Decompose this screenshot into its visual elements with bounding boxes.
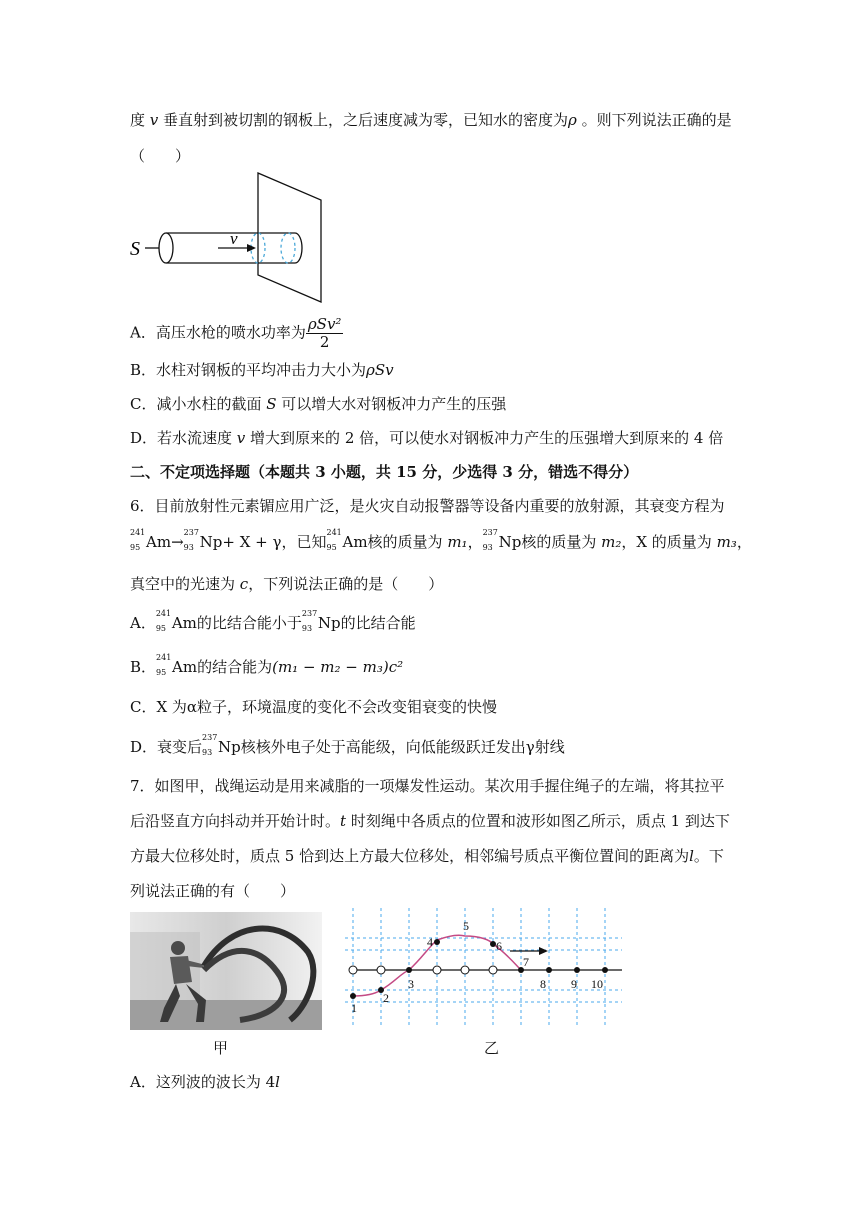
americium-nuclide [326,528,368,552]
mass-number: 241 [155,609,172,618]
element-symbol: Am [146,533,172,551]
atomic-number: 95 [156,668,167,677]
option-text: 的比结合能小于 [196,614,302,632]
answer-bracket: （ ） [130,147,191,165]
stem-text: 后沿竖直方向抖动并开始计时。 [130,812,341,830]
atomic-number: 95 [326,543,337,552]
mass-symbol: m₃ [716,533,737,551]
battle-rope-photo [130,912,322,1030]
mass-number: 241 [156,653,172,662]
stem-text: 核的质量为 [367,533,448,551]
mass-symbol: m₂ [601,533,622,551]
option-text: B．水柱对钢板的平均冲击力大小为 [130,361,367,379]
v-label: v [230,229,238,248]
option-text: B． [130,658,157,676]
length-symbol: l [275,1073,280,1091]
q5-option-d [130,428,723,448]
q6-option-b [130,653,404,677]
reaction-arrow: → [171,533,184,551]
section-heading: 二、不定项选择题（本题共 3 小题，共 15 分，少选得 3 分，错选不得分） [130,463,639,481]
element-symbol: Np [317,614,341,632]
neptunium-nuclide [183,528,223,552]
pipe-end-right [295,233,302,263]
option-text: C．减小水柱的截面 [130,395,267,413]
element-symbol: Np [199,533,223,551]
point-label: 5 [463,919,469,933]
water-jet-figure [125,168,335,308]
option-text: A．这列波的波长为 4 [130,1073,276,1091]
q5-option-c [130,394,506,414]
element-symbol: Am [171,614,197,632]
q7-stem-line-2 [130,811,730,831]
neptunium-nuclide [202,733,241,757]
element-symbol: Am [172,658,198,676]
intro-line-1 [130,110,732,130]
steel-plate [258,173,321,302]
q6-option-d [130,733,565,757]
area-symbol: S [266,395,277,413]
option-text: 核核外电子处于高能级，向低能级跃迁发出γ射线 [240,738,565,756]
stem-text: 核的质量为 [521,533,602,551]
fraction-denominator: 2 [319,333,330,351]
q7-stem-line-4: 列说法正确的有（ ） [130,882,296,900]
americium-nuclide [155,609,197,633]
mass-number: 237 [301,609,318,618]
atomic-number: 95 [155,624,167,633]
stem-text: ， [467,533,483,551]
atomic-number: 95 [130,543,141,552]
q7-stem-line-3 [130,846,724,866]
americium-nuclide [156,653,198,677]
stem-text: 真空中的光速为 [130,575,240,593]
density-symbol: ρ [568,111,577,129]
element-symbol: Np [218,738,241,756]
figure-caption-jia: 甲 [213,1039,229,1057]
point-label: 9 [571,977,577,991]
point-label: 7 [523,955,529,969]
cut-section [281,233,295,263]
atomic-number: 93 [301,624,313,633]
binding-energy-formula: (m₁ − m₂ − m₃)c² [272,658,404,676]
wave-diagram [340,908,625,1033]
atomic-number: 93 [202,748,213,757]
q6-stem-line-1: 6．目前放射性元素镅应用广泛，是火灾自动报警器等设备内重要的放射源，其衰变方程为 [130,497,725,515]
formula: ρSv [366,361,394,379]
neptunium-nuclide [301,609,341,633]
stem-text: ， [736,533,752,551]
option-text: D．若水流速度 [130,429,237,447]
point-label: 8 [540,977,546,991]
option-text: 增大到原来的 2 倍，可以使水对钢板冲力产生的压强增大到原来的 4 倍 [245,429,724,447]
point-label: 4 [427,935,433,949]
intro-text: 。则下列说法正确的是 [576,111,732,129]
s-label: S [130,238,140,260]
point-label: 10 [591,977,603,991]
option-text: 可以增大水对钢板冲力产生的压强 [276,395,507,413]
point-label: 3 [408,977,414,991]
q6-stem-line-3 [130,574,443,594]
element-symbol: Np [498,533,522,551]
stem-text: 。下 [693,847,724,865]
fraction-numerator: ρSv² [307,315,342,333]
atomic-number: 93 [183,543,194,552]
time-symbol: t [340,812,347,830]
pipe-end-left [159,233,173,263]
length-symbol: l [689,847,694,865]
mass-number: 237 [202,733,218,742]
q5-option-b [130,360,394,380]
q7-option-a [130,1072,280,1092]
q6-stem-line-2 [130,528,752,552]
stem-text: ，下列说法正确的是（ ） [248,575,444,593]
stem-text: ，X 的质量为 [621,533,717,551]
point-label: 2 [383,991,389,1005]
point-label: 6 [496,939,502,953]
mass-symbol: m₁ [447,533,468,551]
option-text: D．衰变后 [130,738,203,756]
stem-text: 时刻绳中各质点的位置和波形如图乙所示，质点 1 到达下 [346,812,730,830]
option-text: 的比结合能 [340,614,416,632]
figure-caption-yi: 乙 [484,1039,500,1057]
intro-line-2 [130,146,190,166]
q6-option-a [130,609,416,633]
intro-text: 垂直射到被切割的钢板上，之后速度减为零，已知水的密度为 [158,111,569,129]
mass-number: 241 [130,528,146,537]
point-label: 1 [351,1001,357,1015]
atomic-number: 93 [482,543,493,552]
mass-number: 237 [482,528,498,537]
mass-number: 237 [183,528,199,537]
stem-text: ，已知 [281,533,327,551]
power-fraction [306,316,344,351]
velocity-symbol: v [236,429,246,447]
q5-option-a [130,316,343,351]
stem-text: 方最大位移处时，质点 5 恰到达上方最大位移处，相邻编号质点平衡位置间的距离为 [130,847,690,865]
q7-stem-line-1: 7．如图甲，战绳运动是用来减脂的一项爆发性运动。某次用手握住绳子的左端，将其拉平 [130,777,725,795]
neptunium-nuclide [482,528,522,552]
option-text: 的结合能为 [197,658,273,676]
americium-nuclide [130,528,172,552]
light-speed-symbol: c [239,575,249,593]
option-text: A．高压水枪的喷水功率为 [130,323,306,342]
element-symbol: Am [342,533,368,551]
reaction-products: + X + γ [222,533,282,551]
option-text: A． [130,614,156,632]
q6-option-c: C．X 为α粒子，环境温度的变化不会改变钼衰变的快慢 [130,698,498,716]
mass-number: 241 [326,528,342,537]
velocity-symbol: v [149,111,159,129]
intro-text: 度 [130,111,150,129]
